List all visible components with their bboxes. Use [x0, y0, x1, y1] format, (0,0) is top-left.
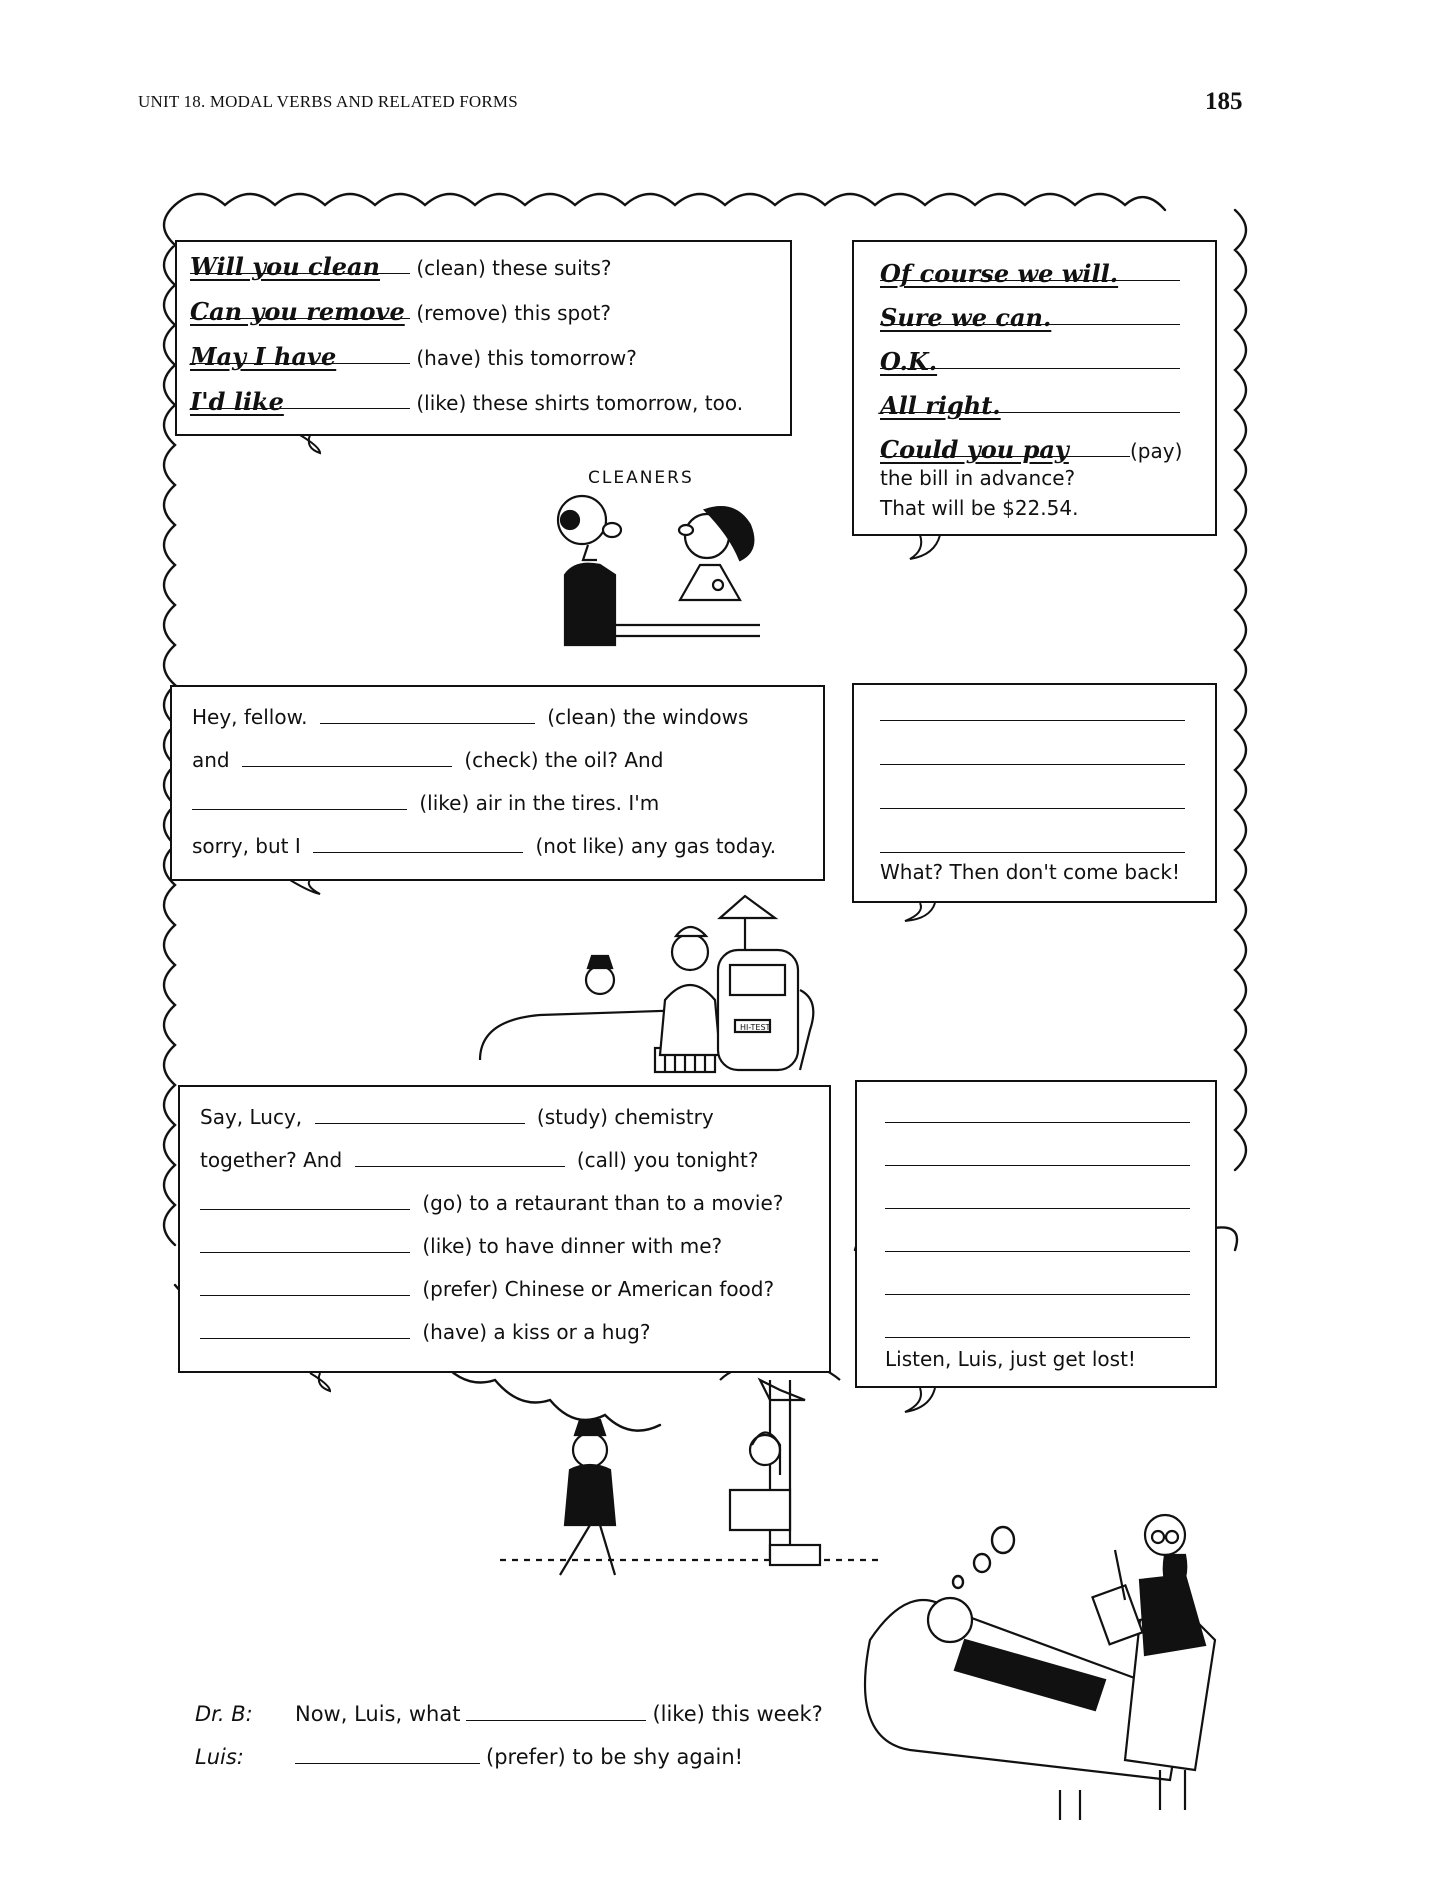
exercise-line — [192, 748, 663, 772]
answer-blank[interactable] — [200, 1320, 410, 1339]
handwritten-answer: All right. — [880, 394, 1180, 413]
prompt-text: sorry, but I — [192, 834, 301, 858]
handwritten-answer: Can you remove — [190, 300, 410, 319]
dialogue-line-luis — [195, 1745, 743, 1769]
answer-blank[interactable] — [242, 748, 452, 767]
prompt-text: (go) to a retaurant than to a movie? — [422, 1191, 784, 1215]
prompt-text: (check) the oil? And — [464, 748, 664, 772]
prompt-text: (have) a kiss or a hug? — [422, 1320, 651, 1344]
prompt-text: (not like) any gas today. — [535, 834, 777, 858]
exercise-line — [200, 1277, 774, 1301]
bubble-text: What? Then don't come back! — [880, 860, 1180, 884]
answer-line — [880, 347, 1180, 376]
speaker-label: Luis: — [195, 1745, 244, 1769]
answer-blank[interactable] — [466, 1702, 646, 1721]
exercise-line — [190, 297, 611, 326]
answer-blank[interactable] — [885, 1208, 1190, 1209]
exercise-line — [200, 1191, 783, 1215]
answer-blank[interactable] — [320, 705, 535, 724]
answer-blank[interactable] — [315, 1105, 525, 1124]
exercise-line — [200, 1320, 650, 1344]
handwritten-answer: May I have — [190, 345, 410, 364]
exercise-line — [200, 1148, 758, 1172]
answer-blank[interactable] — [880, 808, 1185, 809]
park-lucy-bubble — [855, 1080, 1217, 1388]
handwritten-answer: Could you pay — [880, 438, 1130, 457]
prompt-text: (pay) — [1130, 439, 1183, 463]
handwritten-answer: Sure we can. — [880, 306, 1180, 325]
answer-blank[interactable] — [200, 1191, 410, 1210]
prompt-text: Say, Lucy, — [200, 1105, 303, 1129]
dialogue-line-dr-b — [195, 1702, 823, 1726]
bubble-text: That will be $22.54. — [880, 496, 1079, 520]
answer-line — [880, 435, 1183, 464]
park-cartoon — [500, 1364, 880, 1575]
prompt-text: (like) air in the tires. I'm — [419, 791, 660, 815]
answer-line — [880, 391, 1180, 420]
thought-cloud-border-right — [1235, 210, 1246, 1170]
answer-blank[interactable] — [885, 1165, 1190, 1166]
prompt-text: (prefer) to be shy again! — [486, 1745, 744, 1769]
prompt-text: (remove) this spot? — [416, 301, 611, 325]
prompt-text: Now, Luis, what — [295, 1702, 461, 1726]
prompt-text: together? And — [200, 1148, 343, 1172]
exercise-line — [200, 1234, 722, 1258]
exercise-line — [192, 834, 776, 858]
handwritten-answer: Will you clean — [190, 255, 410, 274]
thought-dot-small — [953, 1576, 963, 1588]
answer-blank[interactable] — [880, 764, 1185, 765]
handwritten-answer: I'd like — [190, 390, 410, 409]
answer-blank[interactable] — [200, 1277, 410, 1296]
prompt-text: (call) you tonight? — [576, 1148, 759, 1172]
answer-blank[interactable] — [885, 1251, 1190, 1252]
prompt-text: (clean) the windows — [547, 705, 749, 729]
answer-blank[interactable] — [880, 852, 1185, 853]
page-number: 185 — [1205, 88, 1243, 115]
unit-title: UNIT 18. MODAL VERBS AND RELATED FORMS — [138, 92, 518, 111]
prompt-text: (like) these shirts tomorrow, too. — [416, 391, 744, 415]
cleaners-sign: CLEANERS — [588, 468, 694, 488]
prompt-text: (prefer) Chinese or American food? — [422, 1277, 775, 1301]
prompt-text: (clean) these suits? — [416, 256, 612, 280]
answer-blank[interactable] — [880, 720, 1185, 721]
thought-dot-medium — [974, 1554, 990, 1572]
prompt-text: and — [192, 748, 230, 772]
exercise-line — [190, 342, 637, 371]
prompt-text: (have) this tomorrow? — [416, 346, 637, 370]
handwritten-answer: Of course we will. — [880, 262, 1180, 281]
bubble-text: the bill in advance? — [880, 466, 1076, 490]
prompt-text: (study) chemistry — [536, 1105, 714, 1129]
gas-station-cartoon — [480, 896, 813, 1072]
thought-cloud-border-top — [175, 194, 1165, 210]
answer-line — [880, 259, 1180, 288]
cleaners-cartoon — [558, 496, 760, 645]
answer-blank[interactable] — [885, 1294, 1190, 1295]
pump-label: HI-TEST — [740, 1023, 771, 1032]
bubble-text: Listen, Luis, just get lost! — [885, 1347, 1136, 1371]
handwritten-answer: O.K. — [880, 350, 1180, 369]
exercise-line — [192, 791, 659, 815]
thought-dot-large — [992, 1527, 1014, 1553]
answer-blank[interactable] — [192, 791, 407, 810]
prompt-text: (like) this week? — [652, 1702, 823, 1726]
answer-blank[interactable] — [200, 1234, 410, 1253]
answer-blank[interactable] — [295, 1745, 480, 1764]
psychiatrist-cartoon — [865, 1515, 1215, 1820]
exercise-line — [190, 387, 744, 416]
answer-blank[interactable] — [355, 1148, 565, 1167]
prompt-text: Hey, fellow. — [192, 705, 308, 729]
answer-blank[interactable] — [313, 834, 523, 853]
answer-blank[interactable] — [885, 1337, 1190, 1338]
answer-blank[interactable] — [885, 1122, 1190, 1123]
prompt-text: (like) to have dinner with me? — [422, 1234, 723, 1258]
answer-line — [880, 303, 1180, 332]
speaker-label: Dr. B: — [195, 1702, 253, 1726]
exercise-line — [190, 252, 612, 281]
exercise-line — [200, 1105, 714, 1129]
exercise-line — [192, 705, 748, 729]
